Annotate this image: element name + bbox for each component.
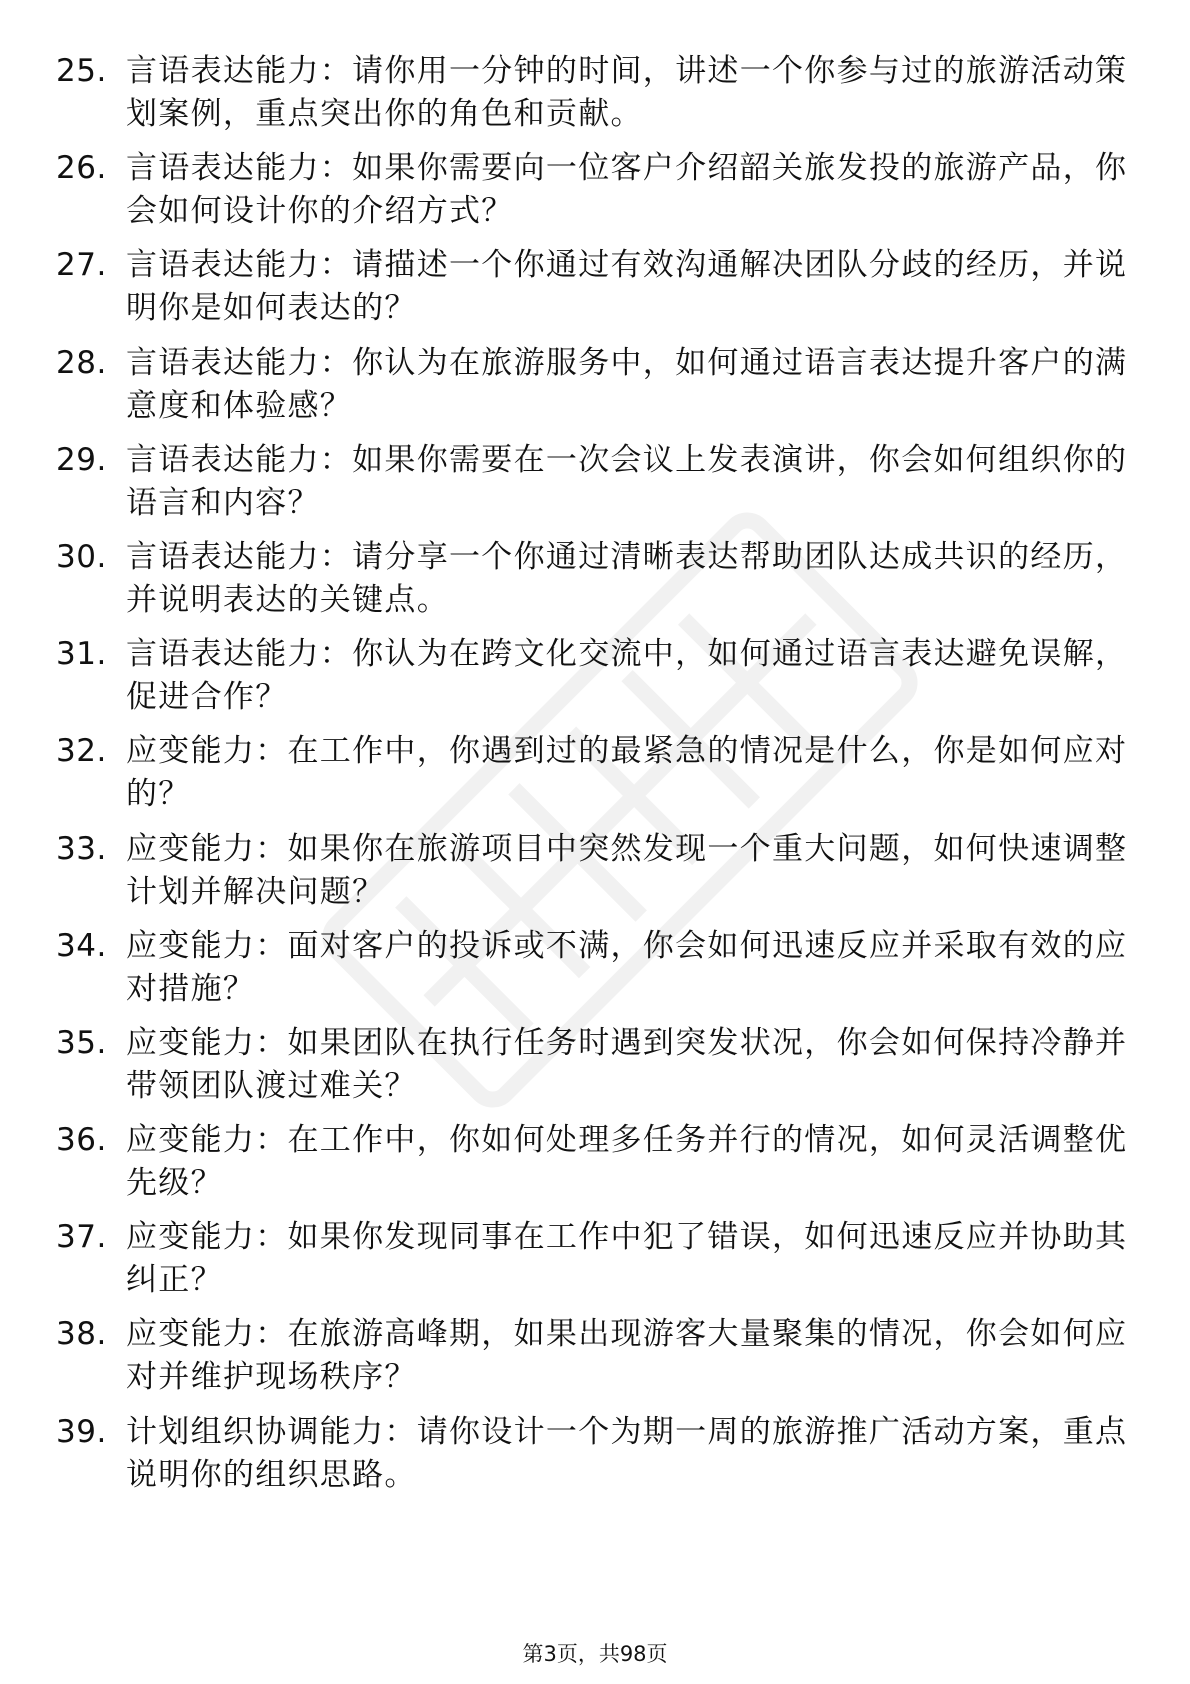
question-number: 25.: [56, 53, 107, 89]
question-text: 应变能力：如果你发现同事在工作中犯了错误，如何迅速反应并协助其纠正？: [126, 1219, 1128, 1299]
question-item: [56, 1022, 1136, 1119]
question-item: [56, 925, 1136, 1022]
question-number: 29.: [56, 441, 107, 478]
question-text: 应变能力：在工作中，你遇到过的最紧急的情况是什么，你是如何应对的？: [126, 733, 1128, 813]
question-number: 31.: [56, 636, 107, 673]
question-number: 37.: [56, 1219, 107, 1256]
question-text: 言语表达能力：请分享一个你通过清晰表达帮助团队达成共识的经历，并说明表达的关键点。: [126, 538, 1128, 618]
question-text: 应变能力：如果团队在执行任务时遇到突发状况，你会如何保持冷静并带领团队渡过难关？: [126, 1024, 1128, 1104]
question-item: [56, 244, 1136, 341]
question-item: [56, 50, 1136, 147]
question-item: [56, 730, 1136, 827]
question-number: 30.: [56, 538, 107, 575]
question-number: 35.: [56, 1024, 107, 1061]
question-number: 33.: [56, 830, 107, 867]
question-number: 34.: [56, 927, 107, 964]
question-text: 言语表达能力：请描述一个你通过有效沟通解决团队分歧的经历，并说明你是如何表达的？: [126, 247, 1128, 327]
question-text: 言语表达能力：你认为在旅游服务中，如何通过语言表达提升客户的满意度和体验感？: [126, 344, 1128, 424]
question-number: 36.: [56, 1122, 107, 1159]
question-text: 应变能力：在工作中，你如何处理多任务并行的情况，如何灵活调整优先级？: [126, 1122, 1128, 1202]
question-number: 26.: [56, 150, 107, 187]
question-text: 应变能力：如果你在旅游项目中突然发现一个重大问题，如何快速调整计划并解决问题？: [126, 830, 1128, 910]
question-number: 38.: [56, 1316, 107, 1353]
question-item: [56, 147, 1136, 244]
question-number: 39.: [56, 1413, 107, 1450]
question-item: [56, 1119, 1136, 1216]
question-item: [56, 536, 1136, 633]
question-number: 28.: [56, 344, 107, 381]
question-text: 言语表达能力：请你用一分钟的时间，讲述一个你参与过的旅游活动策划案例，重点突出你的角色和贡献。: [126, 53, 1128, 132]
question-item: [56, 439, 1136, 536]
question-text: 言语表达能力：你认为在跨文化交流中，如何通过语言表达避免误解，促进合作？: [126, 636, 1128, 716]
page-footer: 第3页，共98页: [522, 1642, 668, 1666]
question-item: [56, 1411, 1136, 1508]
question-number: 27.: [56, 247, 107, 284]
question-text: 言语表达能力：如果你需要向一位客户介绍韶关旅发投的旅游产品，你会如何设计你的介绍方式？: [126, 150, 1128, 230]
question-item: [56, 828, 1136, 925]
question-item: [56, 342, 1136, 439]
question-text: 言语表达能力：如果你需要在一次会议上发表演讲，你会如何组织你的语言和内容？: [126, 441, 1128, 521]
question-text: 应变能力：在旅游高峰期，如果出现游客大量聚集的情况，你会如何应对并维护现场秩序？: [126, 1316, 1128, 1396]
question-list: [56, 50, 1136, 1508]
question-item: [56, 1313, 1136, 1410]
question-text: 计划组织协调能力：请你设计一个为期一周的旅游推广活动方案，重点说明你的组织思路。: [126, 1413, 1128, 1493]
question-item: [56, 633, 1136, 730]
question-item: [56, 1216, 1136, 1313]
question-number: 32.: [56, 733, 107, 770]
question-text: 应变能力：面对客户的投诉或不满，你会如何迅速反应并采取有效的应对措施？: [126, 927, 1128, 1007]
